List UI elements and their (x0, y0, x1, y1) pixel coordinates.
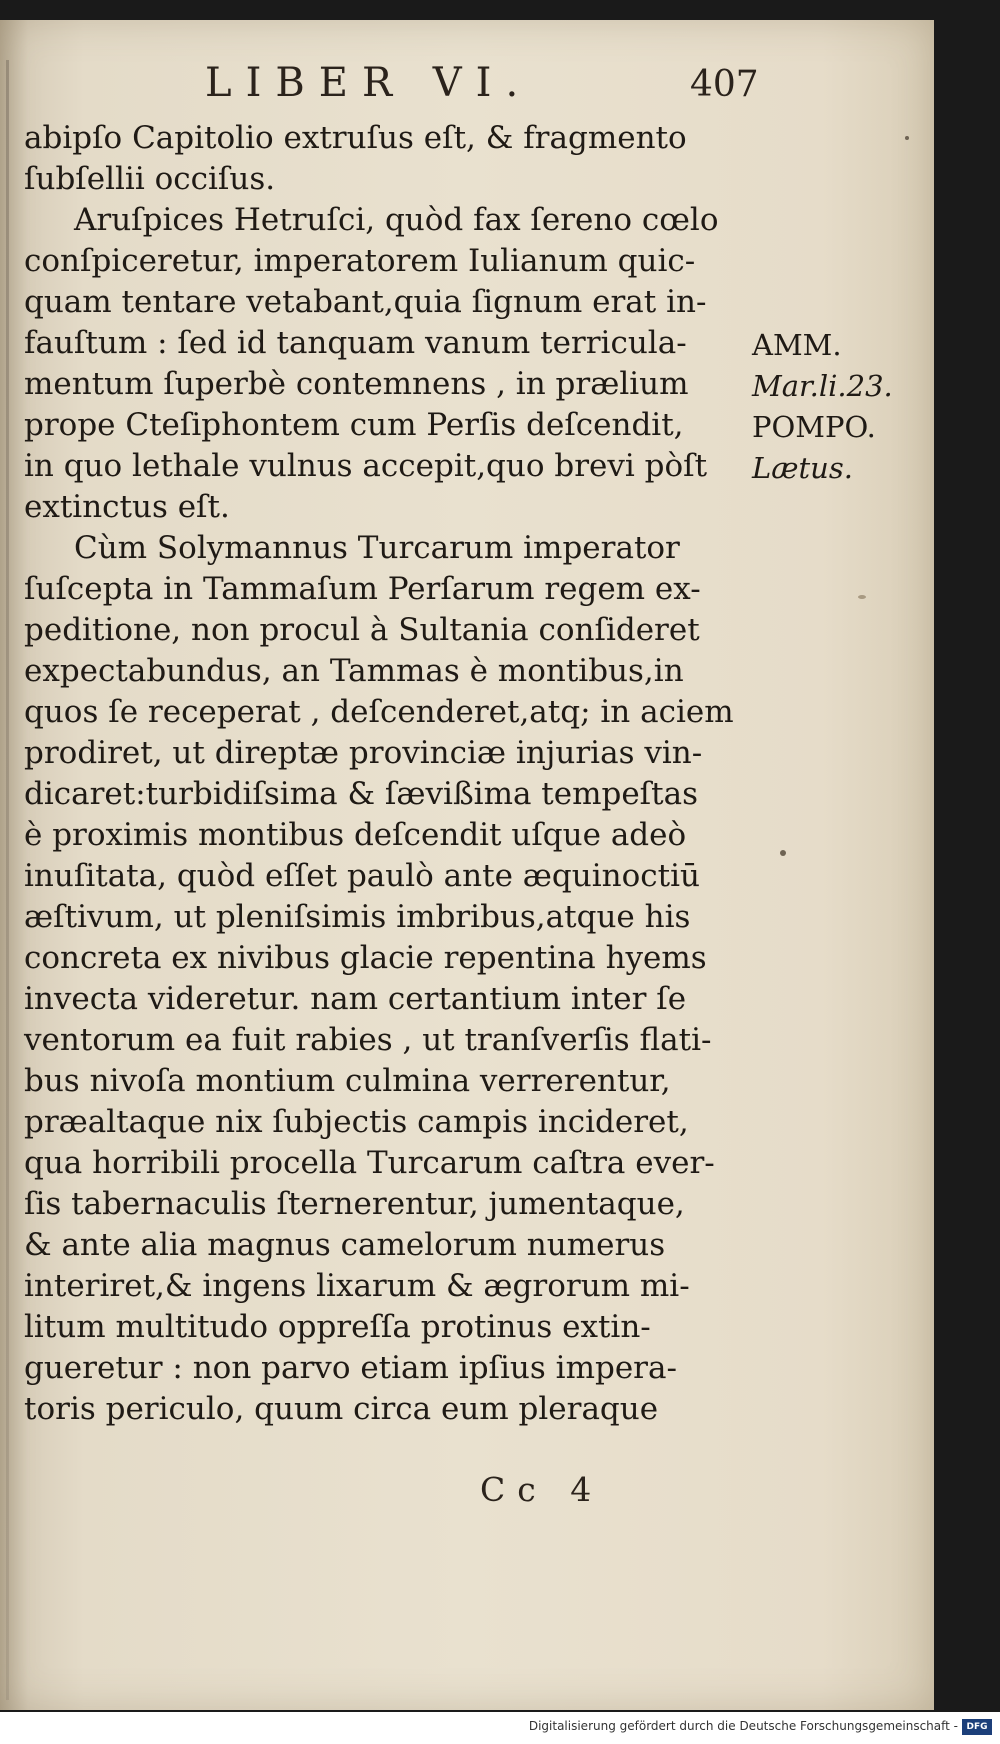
margin-note: POMPO. (752, 410, 876, 444)
margin-note: Lætus. (752, 451, 853, 485)
text-line: extinctus eſt. (24, 489, 230, 525)
text-line: æſtivum, ut pleniſsimis imbribus,atque his (24, 899, 691, 935)
text-line: dicaret:turbidiſsima & ſævißima tempeſtas (24, 776, 699, 812)
text-line: ſubſellii occiſus. (24, 161, 276, 197)
text-line: toris periculo, quum circa eum pleraque (24, 1391, 659, 1427)
text-line: prope Cteſiphontem cum Perſis deſcendit, (24, 407, 684, 443)
text-line: ſuſcepta in Tammaſum Perſarum regem ex- (24, 571, 701, 607)
text-line: Cùm Solymannus Turcarum imperator (74, 530, 680, 566)
ink-speck (858, 595, 866, 599)
text-line: expectabundus, an Tammas è montibus,in (24, 653, 684, 689)
margin-note: AMM. (752, 328, 842, 362)
text-line: prodiret, ut direptæ provinciæ injurias vin- (24, 735, 703, 771)
marginal-notes (752, 325, 922, 489)
text-line: & ante alia magnus camelorum numerus (24, 1227, 666, 1263)
text-line: qua horribili procella Turcarum caſtra ever- (24, 1145, 715, 1181)
text-line: litum multitudo oppreſſa protinus extin- (24, 1309, 651, 1345)
text-line: ſis tabernaculis ſternerentur, jumentaque, (24, 1186, 685, 1222)
text-line: ventorum ea fuit rabies , ut tranſverſis flati- (24, 1022, 712, 1058)
text-line: abipſo Capitolio extruſus eſt, & fragmento (24, 120, 687, 156)
text-line: concreta ex nivibus glacie repentina hyems (24, 940, 707, 976)
text-line: peditione, non procul à Sultania conſideret (24, 612, 700, 648)
text-line: Aruſpices Hetruſci, quòd fax ſereno cœlo (74, 202, 719, 238)
signature-mark: Cc 4 (480, 1470, 604, 1509)
text-line: è proximis montibus deſcendit uſque adeò (24, 817, 687, 853)
text-line: quos ſe receperat , deſcenderet,atq; in aciem (24, 694, 734, 730)
ink-speck (905, 136, 909, 140)
ink-speck (780, 850, 786, 856)
funding-credit: Digitalisierung gefördert durch die Deutsche Forschungsgemeinschaft - (528, 1719, 958, 1733)
text-line: invecta videretur. nam certantium inter ſe (24, 981, 687, 1017)
text-line: præaltaque nix ſubjectis campis incideret, (24, 1104, 689, 1140)
text-line: in quo lethale vulnus accepit,quo brevi pòſt (24, 448, 708, 484)
text-line: fauſtum : ſed id tanquam vanum terricula- (24, 325, 687, 361)
running-title: LIBER VI. (205, 60, 533, 106)
text-line: mentum ſuperbè contemnens , in prælium (24, 366, 689, 402)
body-text (24, 118, 764, 1430)
book-page (0, 20, 934, 1710)
text-line: bus nivoſa montium culmina verrerentur, (24, 1063, 671, 1099)
text-line: quam tentare vetabant,quia ſignum erat in- (24, 284, 707, 320)
margin-note: Mar.li.23. (752, 369, 893, 403)
text-line: conſpiceretur, imperatorem Iulianum quic- (24, 243, 696, 279)
page-number: 407 (690, 64, 759, 105)
text-line: gueretur : non parvo etiam ipſius impera- (24, 1350, 677, 1386)
running-head (205, 60, 765, 120)
gutter-shadow (6, 60, 9, 1700)
text-line: inuſitata, quòd eſſet paulò ante æquinoctiū (24, 858, 700, 894)
footer-bar (0, 1712, 1000, 1744)
dfg-logo: DFG (962, 1719, 992, 1735)
text-line: interiret,& ingens lixarum & ægrorum mi- (24, 1268, 690, 1304)
